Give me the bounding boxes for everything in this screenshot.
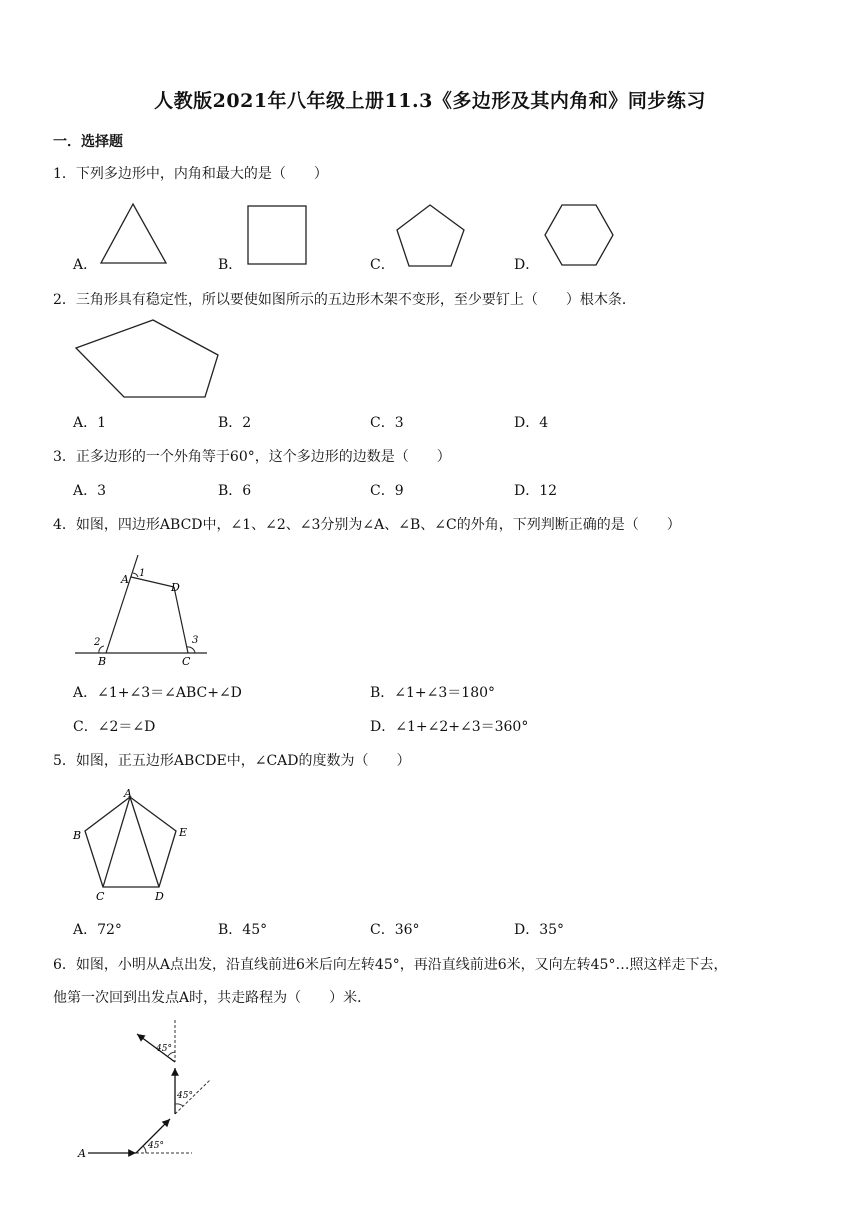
q4-label-d: D bbox=[171, 581, 180, 594]
q3-option-c: C．9 bbox=[370, 483, 404, 499]
q4-option-a: A．∠1+∠3＝∠ABC+∠D bbox=[73, 685, 242, 701]
q3-option-b: B．6 bbox=[218, 483, 252, 499]
question-3-stem: 3．正多边形的一个外角等于60°，这个多边形的边数是（ ） bbox=[53, 449, 451, 465]
q5-label-d: D bbox=[155, 890, 164, 903]
section-heading: 一．选择题 bbox=[53, 134, 123, 150]
q1-option-a: A． bbox=[73, 257, 98, 273]
q4-label-c: C bbox=[182, 655, 191, 668]
question-4-stem: 4．如图，四边形ABCD中，∠1、∠2、∠3分别为∠A、∠B、∠C的外角，下列判断正确的是（ ） bbox=[53, 517, 681, 533]
q4-label-2: 2 bbox=[94, 637, 101, 648]
q6-label-angle-1: 45° bbox=[148, 1141, 164, 1151]
q6-label-angle-3: 45° bbox=[156, 1044, 172, 1054]
q3-option-a: A．3 bbox=[73, 483, 107, 499]
q5-label-e: E bbox=[179, 826, 188, 839]
q1-option-b: B． bbox=[218, 257, 243, 273]
q5-label-b: B bbox=[73, 829, 82, 842]
q4-label-3: 3 bbox=[192, 635, 199, 646]
q5-option-c: C．36° bbox=[370, 922, 420, 938]
q5-label-a: A bbox=[124, 787, 132, 800]
q5-option-b: B．45° bbox=[218, 922, 268, 938]
q5-option-a: A．72° bbox=[73, 922, 122, 938]
q4-option-c: C．∠2＝∠D bbox=[73, 719, 156, 735]
q6-label-a: A bbox=[78, 1147, 86, 1160]
q5-option-d: D．35° bbox=[514, 922, 565, 938]
q4-label-a: A bbox=[121, 573, 129, 586]
page-title: 人教版2021年八年级上册11.3《多边形及其内角和》同步练习 bbox=[154, 90, 706, 112]
question-6-stem-line1: 6．如图，小明从A点出发，沿直线前进6米后向左转45°，再沿直线前进6米，又向左转45°…照这样走下去， bbox=[53, 957, 728, 973]
q3-option-d: D．12 bbox=[514, 483, 558, 499]
q2-option-d: D．4 bbox=[514, 415, 549, 431]
q2-option-c: C．3 bbox=[370, 415, 404, 431]
q4-label-b: B bbox=[98, 655, 107, 668]
question-2-stem: 2．三角形具有稳定性，所以要使如图所示的五边形木架不变形，至少要钉上（ ）根木条． bbox=[53, 292, 636, 308]
q6-label-angle-2: 45° bbox=[177, 1091, 193, 1101]
q1-option-c: C． bbox=[370, 257, 395, 273]
q2-option-a: A．1 bbox=[73, 415, 107, 431]
question-5-stem: 5．如图，正五边形ABCDE中，∠CAD的度数为（ ） bbox=[53, 753, 411, 769]
q2-option-b: B．2 bbox=[218, 415, 252, 431]
question-6-stem-line2: 他第一次回到出发点A时，共走路程为（ ）米． bbox=[53, 990, 372, 1006]
q4-option-b: B．∠1+∠3＝180° bbox=[370, 685, 496, 701]
q4-label-1: 1 bbox=[139, 568, 146, 579]
q4-option-d: D．∠1+∠2+∠3＝360° bbox=[370, 719, 529, 735]
question-1-stem: 1．下列多边形中，内角和最大的是（ ） bbox=[53, 166, 328, 182]
q1-option-d: D． bbox=[514, 257, 540, 273]
q5-label-c: C bbox=[96, 890, 105, 903]
